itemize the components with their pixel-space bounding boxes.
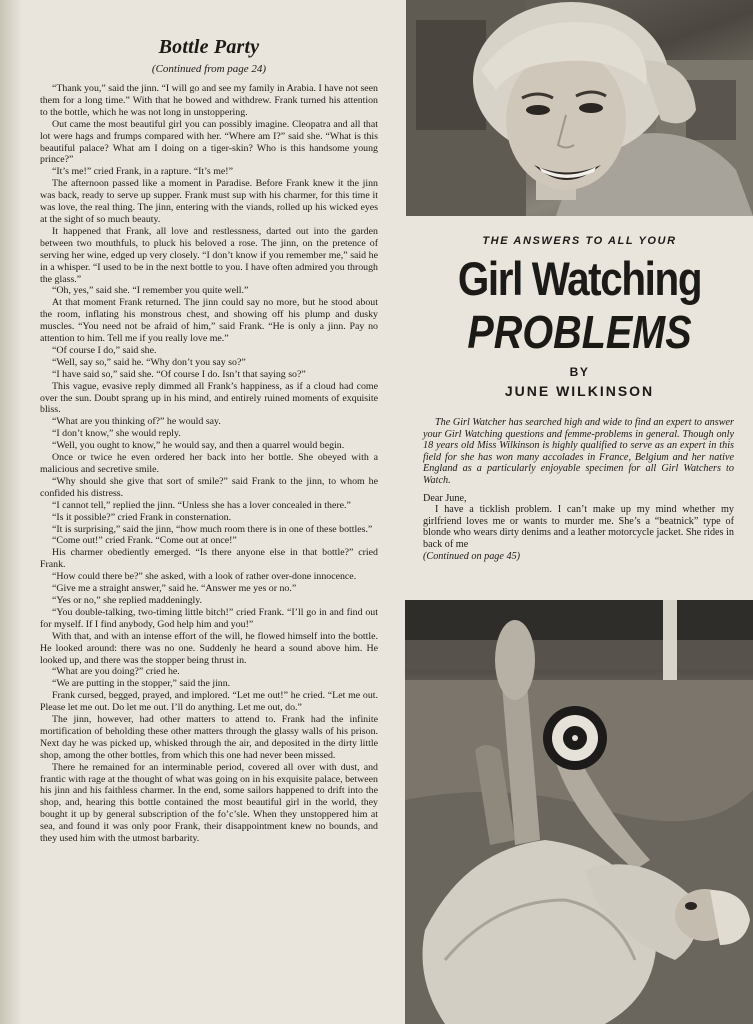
feature-continued-note: (Continued on page 45): [423, 550, 521, 562]
story-paragraph: The jinn, however, had other matters to attend to. Frank had the infinite mortification of beholding these other matters through the glassy walls of his prison. Next day he was picked up, whisked through the air, and deposited in the dirty little shop, among the other bottles, from which this one had never been missed.: [40, 714, 378, 761]
feature-kicker: THE ANSWERS TO ALL YOUR: [482, 235, 677, 247]
feature-headline-line2: PROBLEMS: [467, 306, 692, 358]
story-paragraph: “Is it possible?” cried Frank in consternation.: [52, 511, 232, 523]
story-paragraph: “Thank you,” said the jinn. “I will go and see my family in Arabia. I have not seen them for a long time.” With that he bowed and withdrew. Frank turned his attention to the bottle, which he was not long in unstoppering.: [40, 83, 378, 118]
letter-body: I have a ticklish problem. I can’t make up my mind whether my girlfriend loves me or wants to murder me. She’s a “beatnick” type of blonde who wears dirty denims and a leather motorcycle jacket. She rides in back of me: [423, 504, 734, 550]
advice-feature: [406, 226, 753, 562]
feature-headline-line1: Girl Watching: [457, 252, 702, 305]
story-paragraph: “How could there be?” she asked, with a look of rather over-done innocence.: [52, 571, 357, 583]
story-paragraph: “Of course I do,” said she.: [52, 344, 157, 356]
story-paragraph: Frank cursed, begged, prayed, and implored. “Let me out!” he cried. “Let me out. Please let me out. Do let me out. I’ll do anything. Let me out, do.”: [40, 690, 378, 714]
story-paragraph: “Yes or no,” she replied maddeningly.: [52, 594, 203, 606]
story-title: Bottle Party: [158, 36, 260, 58]
story-paragraph: “I have said so,” said she. “Of course I do. Isn’t that saying so?”: [52, 368, 306, 380]
story-paragraph: “What are you doing?” cried he.: [52, 666, 180, 678]
photo-woman-with-record-illustration: [405, 600, 753, 1024]
story-paragraph: “It’s me!” cried Frank, in a rapture. “It’s me!”: [52, 166, 233, 178]
story-paragraph: “It is surprising,” said the jinn, “how much room there is in one of these bottles.”: [52, 523, 373, 535]
story-paragraph: His charmer obediently emerged. “Is there anyone else in that bottle?” cried Frank.: [40, 547, 378, 571]
story-paragraph: “You double-talking, two-timing little bitch!” cried Frank. “I’ll go in and find out for myself. If I find anybody, God help him and you!”: [40, 606, 378, 630]
feature-text: [423, 417, 734, 562]
story-paragraph: This vague, evasive reply dimmed all Frank’s happiness, as if a cloud had come over the sun. Doubt sprang up in his mind, and entirely ruined moments of exquisite bliss.: [40, 380, 378, 416]
byline-by: BY: [569, 365, 590, 379]
story-paragraph: “I don’t know,” she would reply.: [52, 428, 181, 440]
story-paragraph: “We are putting in the stopper,” said the jinn.: [52, 678, 231, 690]
reader-letter: [423, 493, 734, 563]
story-paragraph: “Oh, yes,” said she. “I remember you quite well.”: [52, 285, 249, 297]
photo-smiling-woman: [406, 0, 753, 216]
story-paragraph: “Well, you ought to know,” he would say, and then a quarrel would begin.: [52, 440, 345, 452]
photo-woman-with-record: [405, 600, 753, 1024]
story-paragraph: At that moment Frank returned. The jinn could say no more, but he stood about the room, inflating his monstrous chest, and showing off his plump and dusky muscles. “You need not be afraid of him,” said Frank. “He is only a jinn. Pay no attention to him. Tell me if you really love me.”: [40, 297, 378, 345]
letter-salutation: Dear June,: [423, 492, 467, 504]
story-paragraph: “Well, say so,” said he. “Why don’t you say so?”: [52, 356, 246, 368]
byline-author: JUNE WILKINSON: [504, 383, 655, 399]
story-paragraph: The afternoon passed like a moment in Paradise. Before Frank knew it the jinn was back, ready to serve up supper. Frank must sup with his charmer, for this time it was love, the real thing. The jinn, entering with the viands, rolled up his wicked eyes at the sight of so much beauty.: [40, 178, 378, 225]
story-paragraph: “Why should she give that sort of smile?” said Frank to the jinn, to whom he confided his distress.: [40, 475, 378, 499]
feature-intro: The Girl Watcher has searched high and wide to find an expert to answer your Girl Watching questions and femme-problems in general. Though only 18 years old Miss Wilkinson is highly qualified to serve as an expert in this field for she has won many accolades in France, Belgium and her native England as a particularly enjoyable specimen for all Girl Watchers to Watch.: [423, 417, 734, 486]
page-spine-shadow: [0, 0, 22, 1024]
story-paragraph: “I cannot tell,” replied the jinn. “Unless she has a lover concealed in there.”: [52, 499, 351, 511]
story-continued-note: (Continued from page 24): [151, 63, 267, 75]
story-paragraph: Out came the most beautiful girl you can possibly imagine. Cleopatra and all that lot were hags and frumps compared with her. “Where am I?” said she. “What is this beautiful palace? What am I doing on a tiger-skin? Who is this handsome young prince?”: [40, 118, 378, 166]
story-paragraph: “Come out!” cried Frank. “Come out at once!”: [52, 535, 237, 547]
story-paragraph: Once or twice he even ordered her back into her bottle. She obeyed with a malicious and secretive smile.: [40, 452, 378, 475]
story-paragraph: “Give me a straight answer,” said he. “Answer me yes or no.”: [52, 583, 297, 595]
story-body: [40, 83, 378, 845]
story-paragraph: “What are you thinking of?” he would say.: [52, 416, 221, 428]
story-paragraph: There he remained for an interminable period, covered all over with dust, and frantic with rage at the thought of what was going on in his exquisite palace, between his jinn and his faithless charmer. In the end, some sailors happened to drift into the shop, and, hearing this bottle contained the most beautiful girl in the world, they bought it up by general subscription of the fo’c’sle. When they unstoppered him at sea, and found it was only poor Frank, their disappointment knew no bounds, and they used him with the utmost barbarity.: [40, 761, 378, 845]
story-column: [40, 36, 378, 845]
story-paragraph: With that, and with an intense effort of the will, he flowed himself into the bottle. He looked around: there was no one. Suddenly he heard a sound above him. He looked up, and there was the stopper being thrust in.: [40, 630, 378, 666]
story-paragraph: It happened that Frank, all love and restlessness, darted out into the garden between two mouthfuls, to pluck his beloved a rose. The jinn, on the pretence of serving her wine, edged up very closely. “I don’t know if you remember me,” said he in a whisper. “I used to be in the next bottle to you. I have often admired you through the glass.”: [40, 225, 378, 285]
photo-smiling-woman-illustration: [406, 0, 753, 216]
